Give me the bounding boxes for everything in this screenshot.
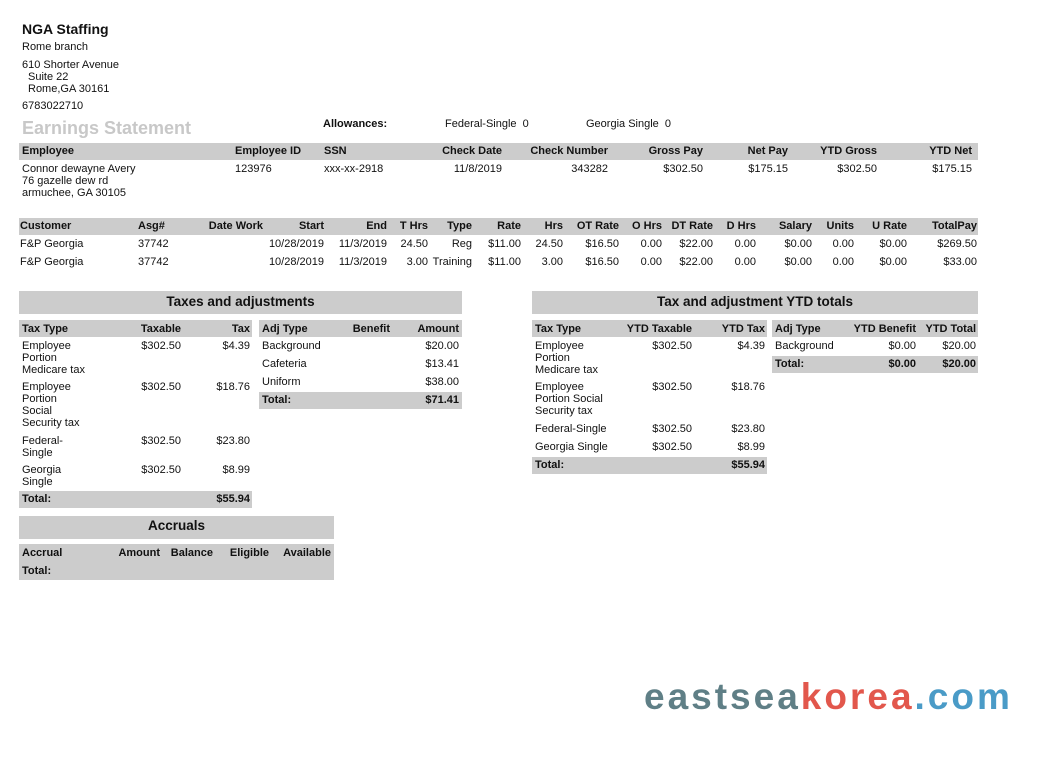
work-header-cell: O Hrs (632, 220, 662, 232)
adj-total: $71.41 (425, 394, 459, 406)
adj-row-type: Background (262, 340, 321, 352)
work-header-cell: TotalPay (931, 220, 977, 232)
work-header-cell: Customer (20, 220, 72, 232)
work-cell: 37742 (138, 256, 169, 268)
ytd-row-taxable: $302.50 (652, 381, 692, 393)
work-cell: F&P Georgia (20, 238, 84, 250)
accruals-header-accrual: Accrual (22, 547, 63, 559)
work-header-cell: Asg# (138, 220, 165, 232)
ytd-adj-total-label: Total: (775, 358, 805, 370)
work-header-cell: Hrs (544, 220, 563, 232)
tax-row-taxable: $302.50 (141, 381, 181, 393)
work-header-cell: D Hrs (726, 220, 756, 232)
ytd-adj-row-type: Background (775, 340, 834, 352)
check-date: 11/8/2019 (453, 163, 502, 175)
adj-row-type: Uniform (262, 376, 301, 388)
work-cell: $0.00 (784, 256, 812, 268)
employee-address-line2: armuchee, GA 30105 (22, 187, 126, 199)
work-cell: 3.00 (541, 256, 563, 268)
header-gross-pay: Gross Pay (648, 145, 703, 157)
accruals-header-available: Available (283, 547, 331, 559)
ytd-title: Tax and adjustment YTD totals (656, 294, 854, 309)
allowance-georgia: Georgia Single 0 (586, 118, 671, 130)
accruals-header-balance: Balance (170, 547, 213, 559)
work-cell: 0.00 (832, 256, 854, 268)
employee-ssn: xxx-xx-2918 (324, 163, 384, 175)
statement-title: Earnings Statement (22, 118, 192, 138)
taxes-header-tax: Tax (231, 323, 250, 335)
tax-row-taxable: $302.50 (141, 435, 181, 447)
watermark-part1: eastsea (644, 676, 801, 717)
tax-row-tax: $4.39 (222, 340, 250, 352)
check-number: 343282 (571, 163, 608, 175)
allowances-label: Allowances: (323, 118, 388, 130)
header-check-date: Check Date (442, 145, 502, 157)
work-header-cell: Units (826, 220, 854, 232)
work-cell: $269.50 (937, 238, 977, 250)
ytd-row-tax: $8.99 (737, 441, 765, 453)
ytd-row-tax: $23.80 (731, 423, 765, 435)
work-cell: $16.50 (585, 238, 619, 250)
ytd-header-tax: YTD Tax (721, 323, 765, 335)
ytd-row-type: Georgia Single (535, 441, 608, 453)
ytd-header-type: Tax Type (535, 323, 582, 335)
ytd-adj-total-benefit: $0.00 (888, 358, 916, 370)
header-net-pay: Net Pay (747, 145, 788, 157)
work-cell: $22.00 (679, 256, 713, 268)
work-cell: $33.00 (943, 256, 977, 268)
tax-row-taxable: $302.50 (141, 340, 181, 352)
ytd-total-label: Total: (535, 459, 565, 471)
allowance-federal: Federal-Single 0 (445, 118, 529, 130)
work-cell: $0.00 (879, 256, 907, 268)
ytd-row-taxable: $302.50 (652, 423, 692, 435)
adj-row-amount: $38.00 (425, 376, 459, 388)
work-cell: 0.00 (734, 238, 756, 250)
work-header-cell: Rate (497, 220, 521, 232)
adj-header-amount: Amount (417, 323, 459, 335)
ytd-adj-row-benefit: $0.00 (888, 340, 916, 352)
tax-row-tax: $8.99 (222, 464, 250, 476)
ytd-adj-header-benefit: YTD Benefit (853, 323, 916, 335)
accruals-header-eligible: Eligible (229, 547, 269, 559)
ytd-row-type: Federal-Single (535, 423, 607, 435)
accruals-header-amount: Amount (118, 547, 160, 559)
company-name: NGA Staffing (22, 21, 109, 37)
tax-row-tax: $18.76 (216, 381, 250, 393)
header-check-number: Check Number (530, 145, 608, 157)
ytd-adj-row-total: $20.00 (942, 340, 976, 352)
work-cell: $22.00 (679, 238, 713, 250)
accruals-title: Accruals (147, 518, 206, 533)
company-branch: Rome branch (22, 41, 89, 53)
employee-id: 123976 (235, 163, 272, 175)
taxes-title: Taxes and adjustments (166, 294, 315, 309)
work-cell: F&P Georgia (20, 256, 84, 268)
work-cell: 11/3/2019 (338, 238, 387, 250)
work-header-cell: OT Rate (576, 220, 619, 232)
taxes-total: $55.94 (216, 493, 250, 505)
tax-row-type: Employee Portion Medicare tax (22, 340, 85, 376)
work-cell: 0.00 (832, 238, 854, 250)
company-address-line1: 610 Shorter Avenue (22, 59, 120, 71)
work-header-cell: DT Rate (671, 220, 713, 232)
ytd-adj-total: $20.00 (942, 358, 976, 370)
ytd-row-tax: $18.76 (731, 381, 765, 393)
work-cell: 3.00 (406, 256, 428, 268)
work-cell: $0.00 (784, 238, 812, 250)
header-employee: Employee (22, 145, 74, 157)
tax-row-tax: $23.80 (216, 435, 250, 447)
ytd-row-tax: $4.39 (737, 340, 765, 352)
net-pay: $175.15 (748, 163, 788, 175)
work-header-cell: U Rate (872, 220, 907, 232)
ytd-adj-header-type: Adj Type (775, 323, 821, 335)
taxes-header-type: Tax Type (22, 323, 69, 335)
adj-header-benefit: Benefit (352, 323, 390, 335)
taxes-header-taxable: Taxable (140, 323, 181, 335)
employee-name: Connor dewayne Avery (22, 163, 136, 175)
header-ytd-gross: YTD Gross (820, 145, 877, 157)
work-header-cell: Salary (778, 220, 812, 232)
company-address-line3: Rome,GA 30161 (28, 83, 110, 95)
taxes-total-label: Total: (22, 493, 52, 505)
company-phone: 6783022710 (22, 100, 84, 112)
watermark-part3: .com (914, 676, 1013, 717)
work-cell: $11.00 (488, 256, 521, 268)
work-header-cell: Start (298, 220, 324, 232)
adj-total-label: Total: (262, 394, 292, 406)
work-cell: Training (432, 256, 472, 268)
work-cell: 11/3/2019 (338, 256, 387, 268)
work-cell: $16.50 (585, 256, 619, 268)
work-cell: 37742 (138, 238, 169, 250)
ytd-net: $175.15 (932, 163, 972, 175)
tax-row-type: Georgia Single (22, 464, 62, 488)
ytd-row-taxable: $302.50 (652, 441, 692, 453)
work-cell: 0.00 (640, 256, 662, 268)
employee-address-line1: 76 gazelle dew rd (22, 175, 109, 187)
adj-row-type: Cafeteria (262, 358, 307, 370)
header-ytd-net: YTD Net (929, 145, 972, 157)
adj-row-amount: $20.00 (425, 340, 459, 352)
work-cell: Reg (451, 238, 472, 250)
watermark (644, 676, 1013, 718)
tax-row-type: Employee Portion Social Security tax (22, 381, 80, 429)
company-address-line2: Suite 22 (28, 71, 69, 83)
work-header-cell: Type (447, 220, 472, 232)
ytd-row-type: Employee Portion Social Security tax (535, 381, 603, 417)
tax-row-taxable: $302.50 (141, 464, 181, 476)
work-cell: 10/28/2019 (268, 256, 324, 268)
work-cell: 0.00 (734, 256, 756, 268)
adj-header-type: Adj Type (262, 323, 308, 335)
work-cell: $0.00 (879, 238, 907, 250)
work-header-cell: End (366, 220, 387, 232)
work-cell: 24.50 (535, 238, 563, 250)
ytd-header-taxable: YTD Taxable (626, 323, 692, 335)
work-header-cell: Date Work (208, 220, 263, 232)
ytd-total: $55.94 (731, 459, 765, 471)
ytd-adj-header-total: YTD Total (925, 323, 976, 335)
work-header-cell: T Hrs (399, 220, 428, 232)
ytd-gross: $302.50 (837, 163, 877, 175)
work-cell: $11.00 (488, 238, 521, 250)
header-ssn: SSN (324, 145, 347, 157)
ytd-row-taxable: $302.50 (652, 340, 692, 352)
work-cell: 0.00 (640, 238, 662, 250)
watermark-part2: korea (800, 676, 915, 717)
work-cell: 10/28/2019 (268, 238, 324, 250)
adj-row-amount: $13.41 (425, 358, 459, 370)
tax-row-type: Federal-Single (22, 435, 63, 459)
work-cell: 24.50 (400, 238, 428, 250)
header-employee-id: Employee ID (235, 145, 302, 157)
ytd-row-type: Employee Portion Medicare tax (535, 340, 598, 376)
gross-pay: $302.50 (663, 163, 703, 175)
accruals-total-label: Total: (22, 565, 52, 577)
